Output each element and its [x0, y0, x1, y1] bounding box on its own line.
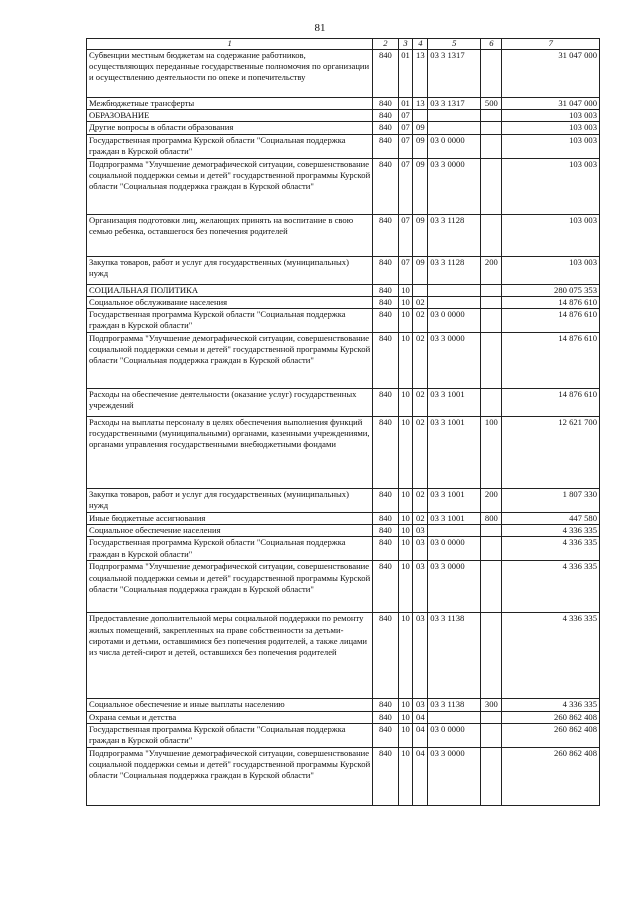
row-expense-type-cell	[481, 122, 502, 134]
row-admin-code-cell: 840	[373, 723, 398, 747]
row-target-article-cell: 03 3 1138	[428, 613, 481, 699]
row-section-cell: 10	[398, 613, 413, 699]
row-section-cell: 10	[398, 513, 413, 525]
table-row	[87, 561, 600, 613]
row-subsection-cell: 03	[413, 537, 428, 561]
row-subsection-cell: 09	[413, 214, 428, 256]
row-section-cell: 07	[398, 122, 413, 134]
row-target-article-cell: 03 3 0000	[428, 561, 481, 613]
row-amount-cell: 14 876 610	[502, 296, 600, 308]
row-admin-code-cell: 840	[373, 711, 398, 723]
row-name-cell: Расходы на выплаты персоналу в целях обеспечения выполнения функций государственными (муниципальными) органами, казенными учреждениями, органами управления государственными внебюджетными фондами	[87, 417, 373, 489]
table-row	[87, 256, 600, 284]
header-cell-3: 3	[398, 39, 413, 50]
row-subsection-cell: 04	[413, 723, 428, 747]
row-amount-cell: 103 003	[502, 256, 600, 284]
row-expense-type-cell	[481, 747, 502, 805]
row-target-article-cell: 03 3 1001	[428, 513, 481, 525]
row-subsection-cell: 09	[413, 134, 428, 158]
row-amount-cell: 4 336 335	[502, 537, 600, 561]
table-row	[87, 417, 600, 489]
table-row	[87, 525, 600, 537]
table-row	[87, 134, 600, 158]
row-name-cell: Подпрограмма "Улучшение демографической ситуации, совершенствование социальной поддержки семьи и детей" государственной программы Курской области "Социальная поддержка граждан в Курской области"	[87, 561, 373, 613]
row-name-cell: Другие вопросы в области образования	[87, 122, 373, 134]
row-admin-code-cell: 840	[373, 122, 398, 134]
row-admin-code-cell: 840	[373, 284, 398, 296]
row-admin-code-cell: 840	[373, 747, 398, 805]
row-name-cell: Подпрограмма "Улучшение демографической ситуации, совершенствование социальной поддержки семьи и детей" государственной программы Курской области "Социальная поддержка граждан в Курской области"	[87, 747, 373, 805]
row-section-cell: 10	[398, 525, 413, 537]
row-target-article-cell	[428, 122, 481, 134]
row-name-cell: Социальное обеспечение и иные выплаты населению	[87, 699, 373, 711]
row-admin-code-cell: 840	[373, 158, 398, 214]
row-expense-type-cell	[481, 613, 502, 699]
row-expense-type-cell	[481, 110, 502, 122]
row-target-article-cell: 03 3 0000	[428, 158, 481, 214]
header-row	[87, 39, 600, 50]
row-name-cell: Организация подготовки лиц, желающих принять на воспитание в свою семью ребенка, оставшегося без попечения родителей	[87, 214, 373, 256]
row-subsection-cell: 03	[413, 699, 428, 711]
row-amount-cell: 4 336 335	[502, 561, 600, 613]
row-section-cell: 01	[398, 50, 413, 98]
row-name-cell: Расходы на обеспечение деятельности (оказание услуг) государственных учреждений	[87, 389, 373, 417]
row-expense-type-cell	[481, 284, 502, 296]
row-amount-cell: 103 003	[502, 110, 600, 122]
row-admin-code-cell: 840	[373, 309, 398, 333]
row-admin-code-cell: 840	[373, 417, 398, 489]
table-row	[87, 389, 600, 417]
row-admin-code-cell: 840	[373, 513, 398, 525]
row-amount-cell: 103 003	[502, 158, 600, 214]
row-section-cell: 10	[398, 537, 413, 561]
header-cell-1: 1	[87, 39, 373, 50]
row-target-article-cell: 03 3 1128	[428, 256, 481, 284]
row-amount-cell: 12 621 700	[502, 417, 600, 489]
row-name-cell: ОБРАЗОВАНИЕ	[87, 110, 373, 122]
row-admin-code-cell: 840	[373, 699, 398, 711]
row-admin-code-cell: 840	[373, 98, 398, 110]
row-expense-type-cell	[481, 333, 502, 389]
row-name-cell: Социальное обеспечение населения	[87, 525, 373, 537]
row-name-cell: Иные бюджетные ассигнования	[87, 513, 373, 525]
table-row	[87, 333, 600, 389]
table-row	[87, 110, 600, 122]
row-expense-type-cell: 200	[481, 256, 502, 284]
row-section-cell: 10	[398, 561, 413, 613]
row-subsection-cell	[413, 284, 428, 296]
table-row	[87, 489, 600, 513]
row-section-cell: 07	[398, 256, 413, 284]
table-row	[87, 747, 600, 805]
row-section-cell: 07	[398, 214, 413, 256]
row-subsection-cell: 02	[413, 389, 428, 417]
row-expense-type-cell	[481, 537, 502, 561]
row-section-cell: 07	[398, 134, 413, 158]
row-section-cell: 10	[398, 711, 413, 723]
row-expense-type-cell: 300	[481, 699, 502, 711]
row-expense-type-cell: 500	[481, 98, 502, 110]
table-row	[87, 50, 600, 98]
row-name-cell: Государственная программа Курской области "Социальная поддержка граждан в Курской области"	[87, 309, 373, 333]
row-amount-cell: 4 336 335	[502, 699, 600, 711]
row-admin-code-cell: 840	[373, 389, 398, 417]
row-admin-code-cell: 840	[373, 525, 398, 537]
row-subsection-cell: 09	[413, 158, 428, 214]
row-subsection-cell: 02	[413, 513, 428, 525]
table-row	[87, 296, 600, 308]
row-name-cell: Закупка товаров, работ и услуг для государственных (муниципальных) нужд	[87, 256, 373, 284]
header-cell-2: 2	[373, 39, 398, 50]
row-section-cell: 10	[398, 417, 413, 489]
row-target-article-cell: 03 3 1001	[428, 489, 481, 513]
row-target-article-cell: 03 0 0000	[428, 537, 481, 561]
row-section-cell: 10	[398, 389, 413, 417]
row-subsection-cell: 13	[413, 98, 428, 110]
row-expense-type-cell	[481, 723, 502, 747]
row-section-cell: 10	[398, 747, 413, 805]
row-subsection-cell: 03	[413, 613, 428, 699]
row-target-article-cell: 03 3 1001	[428, 389, 481, 417]
row-name-cell: Подпрограмма "Улучшение демографической ситуации, совершенствование социальной поддержки семьи и детей" государственной программы Курской области "Социальная поддержка граждан в Курской области"	[87, 333, 373, 389]
row-target-article-cell: 03 0 0000	[428, 134, 481, 158]
table-row	[87, 699, 600, 711]
row-subsection-cell: 04	[413, 711, 428, 723]
row-expense-type-cell	[481, 50, 502, 98]
row-expense-type-cell	[481, 134, 502, 158]
row-subsection-cell	[413, 110, 428, 122]
row-target-article-cell: 03 0 0000	[428, 309, 481, 333]
row-admin-code-cell: 840	[373, 613, 398, 699]
row-amount-cell: 447 580	[502, 513, 600, 525]
row-section-cell: 10	[398, 723, 413, 747]
row-admin-code-cell: 840	[373, 489, 398, 513]
header-cell-6: 6	[481, 39, 502, 50]
row-amount-cell: 14 876 610	[502, 389, 600, 417]
row-name-cell: Субвенции местным бюджетам на содержание работников, осуществляющих переданные государственные полномочия по организации и осуществлению деятельности по опеке и попечительству	[87, 50, 373, 98]
row-subsection-cell: 02	[413, 489, 428, 513]
row-section-cell: 10	[398, 333, 413, 389]
table-row	[87, 214, 600, 256]
table-row	[87, 158, 600, 214]
header-cell-7: 7	[502, 39, 600, 50]
row-admin-code-cell: 840	[373, 333, 398, 389]
row-target-article-cell	[428, 110, 481, 122]
row-subsection-cell: 04	[413, 747, 428, 805]
row-section-cell: 10	[398, 309, 413, 333]
row-amount-cell: 103 003	[502, 122, 600, 134]
row-admin-code-cell: 840	[373, 214, 398, 256]
row-section-cell: 07	[398, 158, 413, 214]
row-expense-type-cell	[481, 214, 502, 256]
row-subsection-cell: 02	[413, 309, 428, 333]
row-admin-code-cell: 840	[373, 50, 398, 98]
header-cell-5: 5	[428, 39, 481, 50]
row-name-cell: Социальное обслуживание населения	[87, 296, 373, 308]
row-name-cell: Государственная программа Курской области "Социальная поддержка граждан в Курской области"	[87, 723, 373, 747]
row-section-cell: 01	[398, 98, 413, 110]
row-expense-type-cell	[481, 158, 502, 214]
row-section-cell: 10	[398, 284, 413, 296]
row-target-article-cell	[428, 296, 481, 308]
row-target-article-cell: 03 3 1317	[428, 50, 481, 98]
row-amount-cell: 1 807 330	[502, 489, 600, 513]
row-name-cell: Охрана семьи и детства	[87, 711, 373, 723]
row-target-article-cell	[428, 711, 481, 723]
table-row	[87, 284, 600, 296]
row-admin-code-cell: 840	[373, 256, 398, 284]
table-row	[87, 613, 600, 699]
row-expense-type-cell	[481, 525, 502, 537]
budget-table	[86, 38, 600, 806]
table-row	[87, 711, 600, 723]
row-admin-code-cell: 840	[373, 110, 398, 122]
row-name-cell: СОЦИАЛЬНАЯ ПОЛИТИКА	[87, 284, 373, 296]
row-target-article-cell: 03 3 1138	[428, 699, 481, 711]
row-amount-cell: 280 075 353	[502, 284, 600, 296]
row-name-cell: Государственная программа Курской области "Социальная поддержка граждан в Курской области"	[87, 537, 373, 561]
row-target-article-cell: 03 3 0000	[428, 333, 481, 389]
row-admin-code-cell: 840	[373, 561, 398, 613]
row-admin-code-cell: 840	[373, 537, 398, 561]
row-section-cell: 10	[398, 296, 413, 308]
row-subsection-cell: 02	[413, 296, 428, 308]
row-amount-cell: 260 862 408	[502, 711, 600, 723]
row-amount-cell: 4 336 335	[502, 613, 600, 699]
row-name-cell: Межбюджетные трансферты	[87, 98, 373, 110]
table-row	[87, 309, 600, 333]
row-name-cell: Закупка товаров, работ и услуг для государственных (муниципальных) нужд	[87, 489, 373, 513]
row-expense-type-cell	[481, 296, 502, 308]
table-row	[87, 98, 600, 110]
row-amount-cell: 103 003	[502, 214, 600, 256]
row-expense-type-cell	[481, 711, 502, 723]
row-expense-type-cell	[481, 309, 502, 333]
row-target-article-cell: 03 3 1128	[428, 214, 481, 256]
row-admin-code-cell: 840	[373, 134, 398, 158]
row-subsection-cell: 03	[413, 561, 428, 613]
row-name-cell: Государственная программа Курской области "Социальная поддержка граждан в Курской области"	[87, 134, 373, 158]
row-amount-cell: 14 876 610	[502, 333, 600, 389]
row-subsection-cell: 02	[413, 417, 428, 489]
row-subsection-cell: 13	[413, 50, 428, 98]
header-cell-4: 4	[413, 39, 428, 50]
row-target-article-cell: 03 0 0000	[428, 723, 481, 747]
row-expense-type-cell	[481, 389, 502, 417]
table-row	[87, 122, 600, 134]
row-expense-type-cell: 100	[481, 417, 502, 489]
table-row	[87, 513, 600, 525]
row-target-article-cell	[428, 284, 481, 296]
row-subsection-cell: 03	[413, 525, 428, 537]
row-section-cell: 10	[398, 699, 413, 711]
row-expense-type-cell: 800	[481, 513, 502, 525]
row-expense-type-cell: 200	[481, 489, 502, 513]
row-target-article-cell: 03 3 0000	[428, 747, 481, 805]
row-amount-cell: 260 862 408	[502, 723, 600, 747]
row-admin-code-cell: 840	[373, 296, 398, 308]
row-amount-cell: 31 047 000	[502, 50, 600, 98]
table-row	[87, 537, 600, 561]
row-section-cell: 10	[398, 489, 413, 513]
row-subsection-cell: 09	[413, 122, 428, 134]
table-row	[87, 723, 600, 747]
row-target-article-cell: 03 3 1317	[428, 98, 481, 110]
row-subsection-cell: 09	[413, 256, 428, 284]
row-name-cell: Подпрограмма "Улучшение демографической ситуации, совершенствование социальной поддержки семьи и детей" государственной программы Курской области "Социальная поддержка граждан в Курской области"	[87, 158, 373, 214]
row-target-article-cell: 03 3 1001	[428, 417, 481, 489]
page-number: 81	[314, 22, 326, 34]
row-name-cell: Предоставление дополнительной меры социальной поддержки по ремонту жилых помещений, закрепленных на праве собственности за детьми-сиротами и детьми, оставшимися без попечения родителей, а также лицами из числа детей-сирот и детей, оставшихся без попечения родителей	[87, 613, 373, 699]
row-amount-cell: 31 047 000	[502, 98, 600, 110]
row-expense-type-cell	[481, 561, 502, 613]
row-section-cell: 07	[398, 110, 413, 122]
row-amount-cell: 14 876 610	[502, 309, 600, 333]
row-subsection-cell: 02	[413, 333, 428, 389]
row-amount-cell: 4 336 335	[502, 525, 600, 537]
row-amount-cell: 103 003	[502, 134, 600, 158]
row-amount-cell: 260 862 408	[502, 747, 600, 805]
row-target-article-cell	[428, 525, 481, 537]
